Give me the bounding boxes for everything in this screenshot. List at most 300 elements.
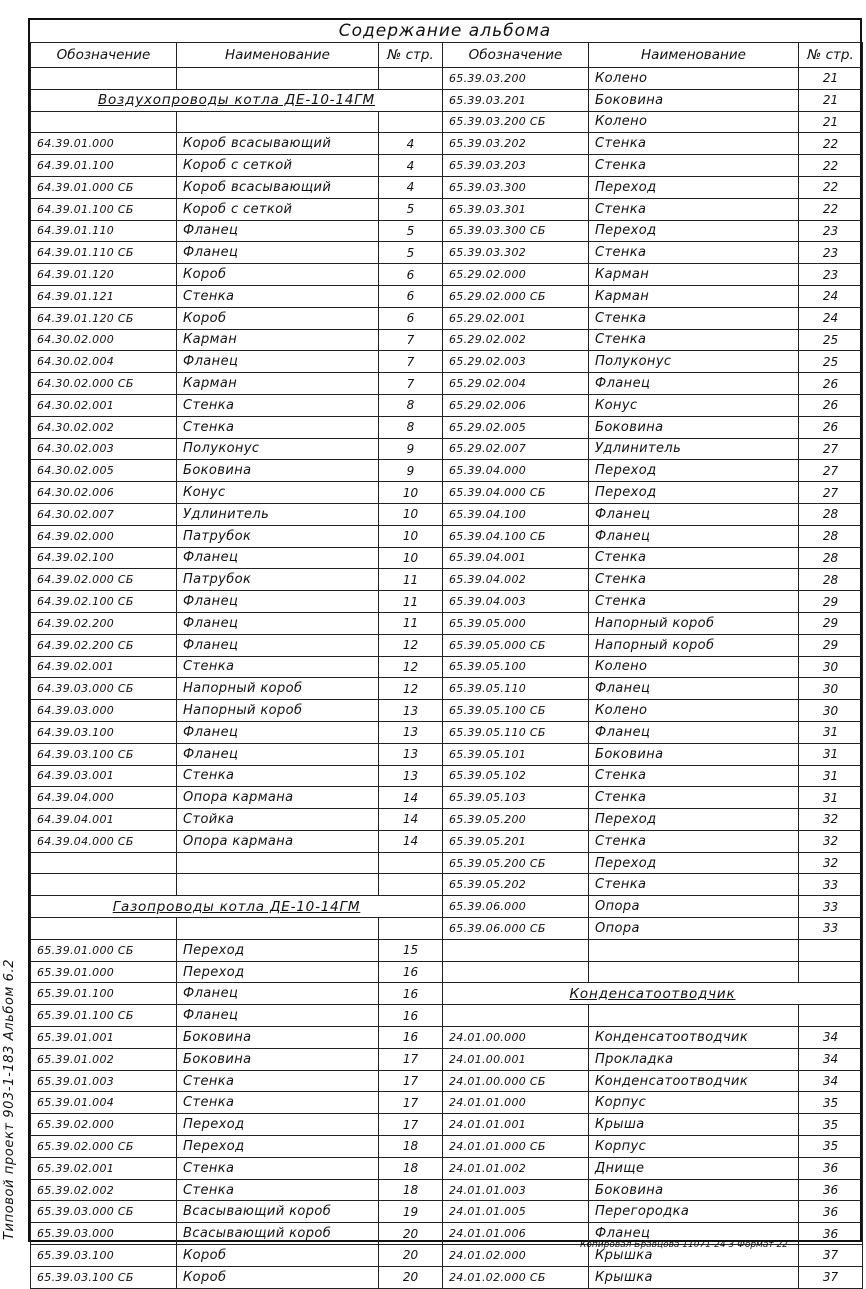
table-row — [31, 482, 443, 504]
name-cell: Стенка — [177, 285, 379, 307]
table-row — [31, 242, 443, 264]
designation-cell: 65.39.04.000 СБ — [443, 482, 589, 504]
empty-cell — [31, 874, 177, 896]
empty-cell — [177, 68, 379, 90]
blank-row — [31, 111, 443, 133]
designation-cell: 65.39.04.002 — [443, 569, 589, 591]
name-cell: Боковина — [177, 460, 379, 482]
page-cell: 28 — [799, 525, 863, 547]
page-cell: 22 — [799, 155, 863, 177]
name-cell: Напорный короб — [177, 678, 379, 700]
page-cell: 10 — [379, 525, 443, 547]
left-table-body — [31, 68, 443, 1289]
table-row — [31, 830, 443, 852]
table-row — [31, 765, 443, 787]
empty-cell — [177, 918, 379, 940]
name-cell: Фланец — [177, 743, 379, 765]
designation-cell: 65.39.05.200 СБ — [443, 852, 589, 874]
page-cell: 24 — [799, 307, 863, 329]
designation-cell: 64.39.01.100 — [31, 155, 177, 177]
name-cell: Стенка — [177, 1070, 379, 1092]
name-cell: Напорный короб — [589, 634, 799, 656]
designation-cell: 64.30.02.002 — [31, 416, 177, 438]
designation-cell: 65.39.03.202 — [443, 133, 589, 155]
table-row — [443, 1201, 863, 1223]
page-cell: 13 — [379, 700, 443, 722]
right-table-body — [443, 68, 863, 1289]
empty-cell — [379, 68, 443, 90]
designation-cell: 64.39.01.110 — [31, 220, 177, 242]
name-cell: Полуконус — [177, 438, 379, 460]
table-row — [443, 547, 863, 569]
designation-cell: 65.39.01.004 — [31, 1092, 177, 1114]
name-cell: Переход — [177, 1114, 379, 1136]
name-cell: Фланец — [177, 242, 379, 264]
designation-cell: 24.01.01.006 — [443, 1223, 589, 1245]
name-cell: Удлинитель — [177, 503, 379, 525]
name-cell: Переход — [589, 809, 799, 831]
designation-cell: 65.39.02.002 — [31, 1179, 177, 1201]
table-row — [443, 329, 863, 351]
designation-cell: 64.39.01.110 СБ — [31, 242, 177, 264]
designation-cell: 65.39.06.000 — [443, 896, 589, 918]
name-cell: Стенка — [589, 307, 799, 329]
page-cell: 18 — [379, 1179, 443, 1201]
designation-cell: 24.01.00.000 — [443, 1027, 589, 1049]
page-cell: 12 — [379, 678, 443, 700]
table-row — [31, 1092, 443, 1114]
section-title: Конденсатоотводчик — [443, 983, 863, 1005]
designation-cell: 24.01.01.005 — [443, 1201, 589, 1223]
empty-cell — [31, 852, 177, 874]
page-cell: 31 — [799, 721, 863, 743]
name-cell: Фланец — [177, 351, 379, 373]
page-cell: 23 — [799, 242, 863, 264]
page-cell: 33 — [799, 896, 863, 918]
header-code: Обозначение — [443, 43, 589, 68]
table-row — [443, 68, 863, 90]
designation-cell: 65.39.01.003 — [31, 1070, 177, 1092]
page-cell: 6 — [379, 307, 443, 329]
name-cell: Напорный короб — [177, 700, 379, 722]
designation-cell: 64.30.02.005 — [31, 460, 177, 482]
table-row — [31, 525, 443, 547]
page-cell: 26 — [799, 373, 863, 395]
designation-cell: 65.29.02.000 СБ — [443, 285, 589, 307]
table-row — [31, 569, 443, 591]
table-row — [443, 634, 863, 656]
empty-cell — [589, 1005, 799, 1027]
page-cell: 31 — [799, 743, 863, 765]
table-row — [443, 830, 863, 852]
table-row — [443, 482, 863, 504]
designation-cell: 65.39.04.000 — [443, 460, 589, 482]
empty-cell — [379, 874, 443, 896]
designation-cell: 65.39.01.100 СБ — [31, 1005, 177, 1027]
name-cell: Карман — [589, 285, 799, 307]
table-row — [443, 307, 863, 329]
designation-cell: 64.39.03.100 — [31, 721, 177, 743]
designation-cell: 65.39.05.200 — [443, 809, 589, 831]
page-cell: 7 — [379, 351, 443, 373]
empty-cell — [443, 939, 589, 961]
table-row — [443, 285, 863, 307]
empty-cell — [443, 961, 589, 983]
table-row — [31, 1179, 443, 1201]
page-cell: 10 — [379, 547, 443, 569]
name-cell: Стенка — [589, 547, 799, 569]
page-cell: 37 — [799, 1245, 863, 1267]
table-row — [443, 569, 863, 591]
designation-cell: 65.39.04.003 — [443, 591, 589, 613]
name-cell: Стойка — [177, 809, 379, 831]
name-cell: Стенка — [177, 1157, 379, 1179]
designation-cell: 64.39.01.000 СБ — [31, 176, 177, 198]
page-cell: 19 — [379, 1201, 443, 1223]
page-cell: 9 — [379, 460, 443, 482]
page-cell: 13 — [379, 721, 443, 743]
page-cell: 14 — [379, 830, 443, 852]
designation-cell: 65.29.02.000 — [443, 264, 589, 286]
side-label: Типовой проект 903-1-183 Альбом 6.2 — [2, 958, 17, 1240]
empty-cell — [799, 939, 863, 961]
name-cell: Короб всасывающий — [177, 133, 379, 155]
designation-cell: 64.30.02.004 — [31, 351, 177, 373]
page-cell: 16 — [379, 961, 443, 983]
designation-cell: 65.29.02.001 — [443, 307, 589, 329]
page-cell: 17 — [379, 1048, 443, 1070]
name-cell: Колено — [589, 700, 799, 722]
designation-cell: 64.39.02.000 — [31, 525, 177, 547]
designation-cell: 64.39.03.000 СБ — [31, 678, 177, 700]
table-row — [443, 1027, 863, 1049]
table-row — [443, 525, 863, 547]
name-cell: Боковина — [589, 89, 799, 111]
table-row — [31, 1048, 443, 1070]
name-cell: Всасывающий короб — [177, 1223, 379, 1245]
designation-cell: 65.39.02.000 — [31, 1114, 177, 1136]
name-cell: Крыша — [589, 1114, 799, 1136]
blank-row — [31, 918, 443, 940]
designation-cell: 65.39.03.301 — [443, 198, 589, 220]
name-cell: Крышка — [589, 1266, 799, 1288]
header-page: № стр. — [379, 43, 443, 68]
empty-cell — [443, 1005, 589, 1027]
blank-row — [31, 874, 443, 896]
left-table — [30, 42, 443, 1289]
name-cell: Стенка — [589, 329, 799, 351]
name-cell: Переход — [589, 220, 799, 242]
designation-cell: 65.39.02.000 СБ — [31, 1136, 177, 1158]
name-cell: Удлинитель — [589, 438, 799, 460]
table-row — [443, 264, 863, 286]
designation-cell: 64.30.02.006 — [31, 482, 177, 504]
table-row — [31, 329, 443, 351]
page-cell: 22 — [799, 198, 863, 220]
designation-cell: 65.39.03.201 — [443, 89, 589, 111]
page-cell: 16 — [379, 983, 443, 1005]
page-cell: 27 — [799, 438, 863, 460]
page-cell: 5 — [379, 242, 443, 264]
table-row — [31, 1005, 443, 1027]
empty-cell — [177, 874, 379, 896]
page-cell: 13 — [379, 765, 443, 787]
page-cell: 32 — [799, 809, 863, 831]
table-row — [443, 394, 863, 416]
table-row — [31, 1223, 443, 1245]
blank-row — [31, 852, 443, 874]
table-row — [443, 198, 863, 220]
table-row — [31, 285, 443, 307]
name-cell: Стенка — [589, 569, 799, 591]
page-cell: 34 — [799, 1027, 863, 1049]
section-row — [443, 983, 863, 1005]
designation-cell: 65.39.03.000 СБ — [31, 1201, 177, 1223]
page-cell: 26 — [799, 416, 863, 438]
table-row — [443, 155, 863, 177]
name-cell: Колено — [589, 68, 799, 90]
name-cell: Стенка — [589, 874, 799, 896]
name-cell: Стенка — [589, 787, 799, 809]
table-row — [31, 1136, 443, 1158]
page-cell: 4 — [379, 133, 443, 155]
page-cell: 27 — [799, 460, 863, 482]
designation-cell: 65.39.05.201 — [443, 830, 589, 852]
left-column — [30, 42, 443, 1285]
page-cell: 5 — [379, 220, 443, 242]
name-cell: Фланец — [177, 983, 379, 1005]
page-cell: 20 — [379, 1245, 443, 1267]
table-row — [31, 634, 443, 656]
page-cell: 21 — [799, 68, 863, 90]
empty-cell — [31, 918, 177, 940]
table-row — [443, 852, 863, 874]
table-row — [31, 503, 443, 525]
table-row — [31, 394, 443, 416]
name-cell: Фланец — [589, 1223, 799, 1245]
name-cell: Фланец — [177, 721, 379, 743]
table-row — [443, 438, 863, 460]
table-row — [443, 220, 863, 242]
page-cell: 18 — [379, 1157, 443, 1179]
page-cell: 22 — [799, 176, 863, 198]
empty-cell — [177, 111, 379, 133]
name-cell: Колено — [589, 656, 799, 678]
name-cell: Опора кармана — [177, 830, 379, 852]
designation-cell: 24.01.00.000 СБ — [443, 1070, 589, 1092]
designation-cell: 65.39.01.000 СБ — [31, 939, 177, 961]
page-cell: 34 — [799, 1048, 863, 1070]
designation-cell: 65.39.05.000 — [443, 612, 589, 634]
page-cell: 36 — [799, 1157, 863, 1179]
page-cell: 10 — [379, 503, 443, 525]
designation-cell: 24.01.02.000 — [443, 1245, 589, 1267]
table-row — [31, 155, 443, 177]
table-row — [31, 1245, 443, 1267]
page-cell: 26 — [799, 394, 863, 416]
page-cell: 6 — [379, 264, 443, 286]
name-cell: Напорный короб — [589, 612, 799, 634]
designation-cell: 64.39.01.120 — [31, 264, 177, 286]
name-cell: Днище — [589, 1157, 799, 1179]
page-cell: 20 — [379, 1223, 443, 1245]
designation-cell: 65.39.03.300 — [443, 176, 589, 198]
table-row — [31, 656, 443, 678]
name-cell: Боковина — [589, 1179, 799, 1201]
empty-cell — [177, 852, 379, 874]
name-cell: Стенка — [177, 416, 379, 438]
designation-cell: 65.39.01.100 — [31, 983, 177, 1005]
name-cell: Переход — [589, 460, 799, 482]
table-row — [31, 939, 443, 961]
designation-cell: 65.39.03.300 СБ — [443, 220, 589, 242]
designation-cell: 64.39.02.200 СБ — [31, 634, 177, 656]
footer-stamp: Копировал Бравцова 11071-24 3 Формат 22 — [580, 1240, 788, 1250]
designation-cell: 65.39.05.110 — [443, 678, 589, 700]
name-cell: Фланец — [177, 220, 379, 242]
table-row — [31, 373, 443, 395]
page-cell: 7 — [379, 329, 443, 351]
name-cell: Опора — [589, 896, 799, 918]
designation-cell: 65.29.02.006 — [443, 394, 589, 416]
designation-cell: 65.39.05.202 — [443, 874, 589, 896]
page-cell: 23 — [799, 264, 863, 286]
designation-cell: 65.39.03.100 СБ — [31, 1266, 177, 1288]
designation-cell: 64.39.04.000 — [31, 787, 177, 809]
name-cell: Корпус — [589, 1092, 799, 1114]
name-cell: Фланец — [177, 591, 379, 613]
designation-cell: 65.29.02.003 — [443, 351, 589, 373]
name-cell: Стенка — [589, 830, 799, 852]
page-cell: 31 — [799, 765, 863, 787]
table-row — [31, 264, 443, 286]
page-cell: 36 — [799, 1223, 863, 1245]
table-row — [31, 612, 443, 634]
table-row — [31, 1070, 443, 1092]
name-cell: Фланец — [589, 525, 799, 547]
name-cell: Колено — [589, 111, 799, 133]
table-row — [31, 1157, 443, 1179]
page-cell: 8 — [379, 394, 443, 416]
page-cell: 17 — [379, 1070, 443, 1092]
designation-cell: 65.39.01.000 — [31, 961, 177, 983]
table-row — [443, 656, 863, 678]
page-cell: 4 — [379, 155, 443, 177]
designation-cell: 64.30.02.000 — [31, 329, 177, 351]
name-cell: Боковина — [589, 416, 799, 438]
section-title: Газопроводы котла ДЕ-10-14ГМ — [31, 896, 443, 918]
name-cell: Переход — [589, 176, 799, 198]
page-cell: 14 — [379, 809, 443, 831]
table-row — [443, 1048, 863, 1070]
designation-cell: 65.39.01.002 — [31, 1048, 177, 1070]
empty-cell — [799, 961, 863, 983]
page-cell: 12 — [379, 656, 443, 678]
empty-cell — [31, 68, 177, 90]
table-row — [31, 176, 443, 198]
designation-cell: 24.01.01.002 — [443, 1157, 589, 1179]
header-code: Обозначение — [31, 43, 177, 68]
name-cell: Переход — [177, 1136, 379, 1158]
table-row — [443, 1136, 863, 1158]
name-cell: Корпус — [589, 1136, 799, 1158]
designation-cell: 65.39.03.200 СБ — [443, 111, 589, 133]
name-cell: Боковина — [589, 743, 799, 765]
designation-cell: 65.39.03.302 — [443, 242, 589, 264]
designation-cell: 64.30.02.000 СБ — [31, 373, 177, 395]
name-cell: Стенка — [589, 133, 799, 155]
designation-cell: 64.39.02.000 СБ — [31, 569, 177, 591]
page-cell: 21 — [799, 89, 863, 111]
name-cell: Фланец — [177, 612, 379, 634]
section-title: Воздухопроводы котла ДЕ-10-14ГМ — [31, 89, 443, 111]
page-cell: 17 — [379, 1114, 443, 1136]
designation-cell: 64.39.02.200 — [31, 612, 177, 634]
designation-cell: 65.39.05.103 — [443, 787, 589, 809]
table-row — [443, 874, 863, 896]
name-cell: Стенка — [177, 394, 379, 416]
table-row — [443, 700, 863, 722]
name-cell: Короб с сеткой — [177, 198, 379, 220]
empty-cell — [589, 961, 799, 983]
designation-cell: 65.39.03.203 — [443, 155, 589, 177]
name-cell: Перегородка — [589, 1201, 799, 1223]
designation-cell: 65.39.05.101 — [443, 743, 589, 765]
table-row — [31, 809, 443, 831]
name-cell: Патрубок — [177, 525, 379, 547]
page-cell: 25 — [799, 351, 863, 373]
page-cell: 15 — [379, 939, 443, 961]
table-row — [443, 111, 863, 133]
designation-cell: 64.39.01.100 СБ — [31, 198, 177, 220]
table-row — [443, 1157, 863, 1179]
designation-cell: 65.39.01.001 — [31, 1027, 177, 1049]
table-row — [443, 787, 863, 809]
table-row — [443, 373, 863, 395]
table-row — [443, 1070, 863, 1092]
name-cell: Фланец — [589, 373, 799, 395]
page-cell: 4 — [379, 176, 443, 198]
page-cell: 34 — [799, 1070, 863, 1092]
designation-cell: 64.39.02.100 СБ — [31, 591, 177, 613]
table-row — [31, 700, 443, 722]
section-row — [31, 896, 443, 918]
designation-cell: 64.30.02.007 — [31, 503, 177, 525]
name-cell: Короб — [177, 1266, 379, 1288]
name-cell: Полуконус — [589, 351, 799, 373]
table-row — [443, 612, 863, 634]
name-cell: Короб всасывающий — [177, 176, 379, 198]
name-cell: Боковина — [177, 1027, 379, 1049]
page-cell: 29 — [799, 634, 863, 656]
designation-cell: 65.39.04.100 СБ — [443, 525, 589, 547]
table-row — [443, 89, 863, 111]
page-cell: 36 — [799, 1179, 863, 1201]
designation-cell: 64.39.01.121 — [31, 285, 177, 307]
page-cell: 14 — [379, 787, 443, 809]
page-cell: 22 — [799, 133, 863, 155]
page-cell: 30 — [799, 678, 863, 700]
blank-row — [443, 961, 863, 983]
page-cell: 28 — [799, 569, 863, 591]
table-row — [443, 1266, 863, 1288]
empty-cell — [379, 918, 443, 940]
page-cell: 30 — [799, 700, 863, 722]
header-row — [443, 43, 863, 68]
name-cell: Карман — [589, 264, 799, 286]
name-cell: Опора кармана — [177, 787, 379, 809]
page-cell: 32 — [799, 830, 863, 852]
